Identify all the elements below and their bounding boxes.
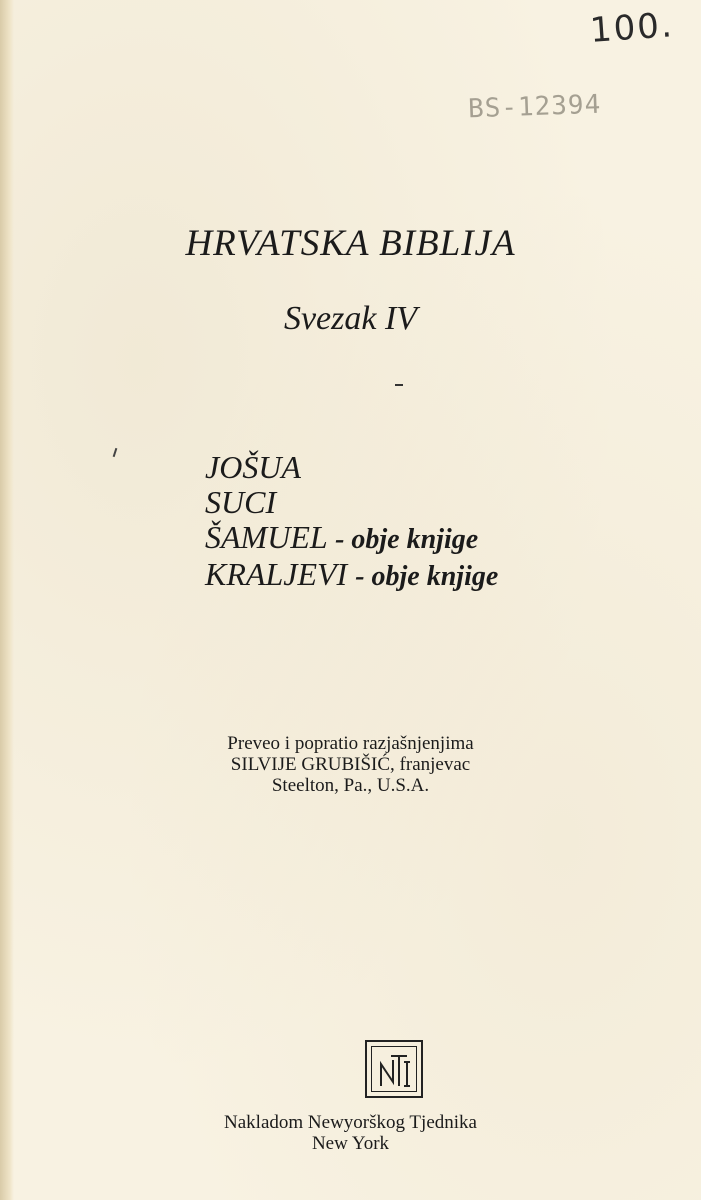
book-list (205, 450, 498, 594)
translator-name: SILVIJE GRUBIŠIĆ, franjevac (230, 754, 471, 775)
translator-location: Steelton, Pa., U.S.A. (271, 775, 430, 796)
library-stamp-code: BS-12394 (467, 89, 602, 125)
book-name: JOŠUA (205, 449, 301, 485)
stray-mark (113, 448, 118, 457)
book-entry (205, 520, 498, 557)
book-note: - obje knjige (355, 561, 499, 592)
volume-label: Svezak IV (283, 300, 418, 337)
book-entry (205, 557, 498, 594)
separator-dash (395, 384, 403, 386)
page-binding-edge (0, 0, 14, 1200)
publisher-name: Nakladom Newyorškog Tjednika (224, 1112, 477, 1133)
book-title: HRVATSKA BIBLIJA (185, 223, 516, 264)
publisher-imprint (0, 1112, 701, 1154)
book-name: SUCI (205, 484, 277, 520)
book-name: ŠAMUEL (205, 519, 328, 555)
nti-monogram-icon (367, 1042, 425, 1100)
publisher-city: New York (311, 1133, 390, 1154)
translator-line: Preveo i popratio razjašnjenjima (227, 733, 474, 754)
translator-credit (0, 733, 701, 796)
publisher-logo-icon (365, 1040, 423, 1098)
book-entry (205, 485, 498, 520)
handwritten-number: 100. (588, 5, 675, 51)
book-entry (205, 450, 498, 485)
book-note: - obje knjige (335, 524, 479, 555)
book-name: KRALJEVI (205, 556, 348, 592)
